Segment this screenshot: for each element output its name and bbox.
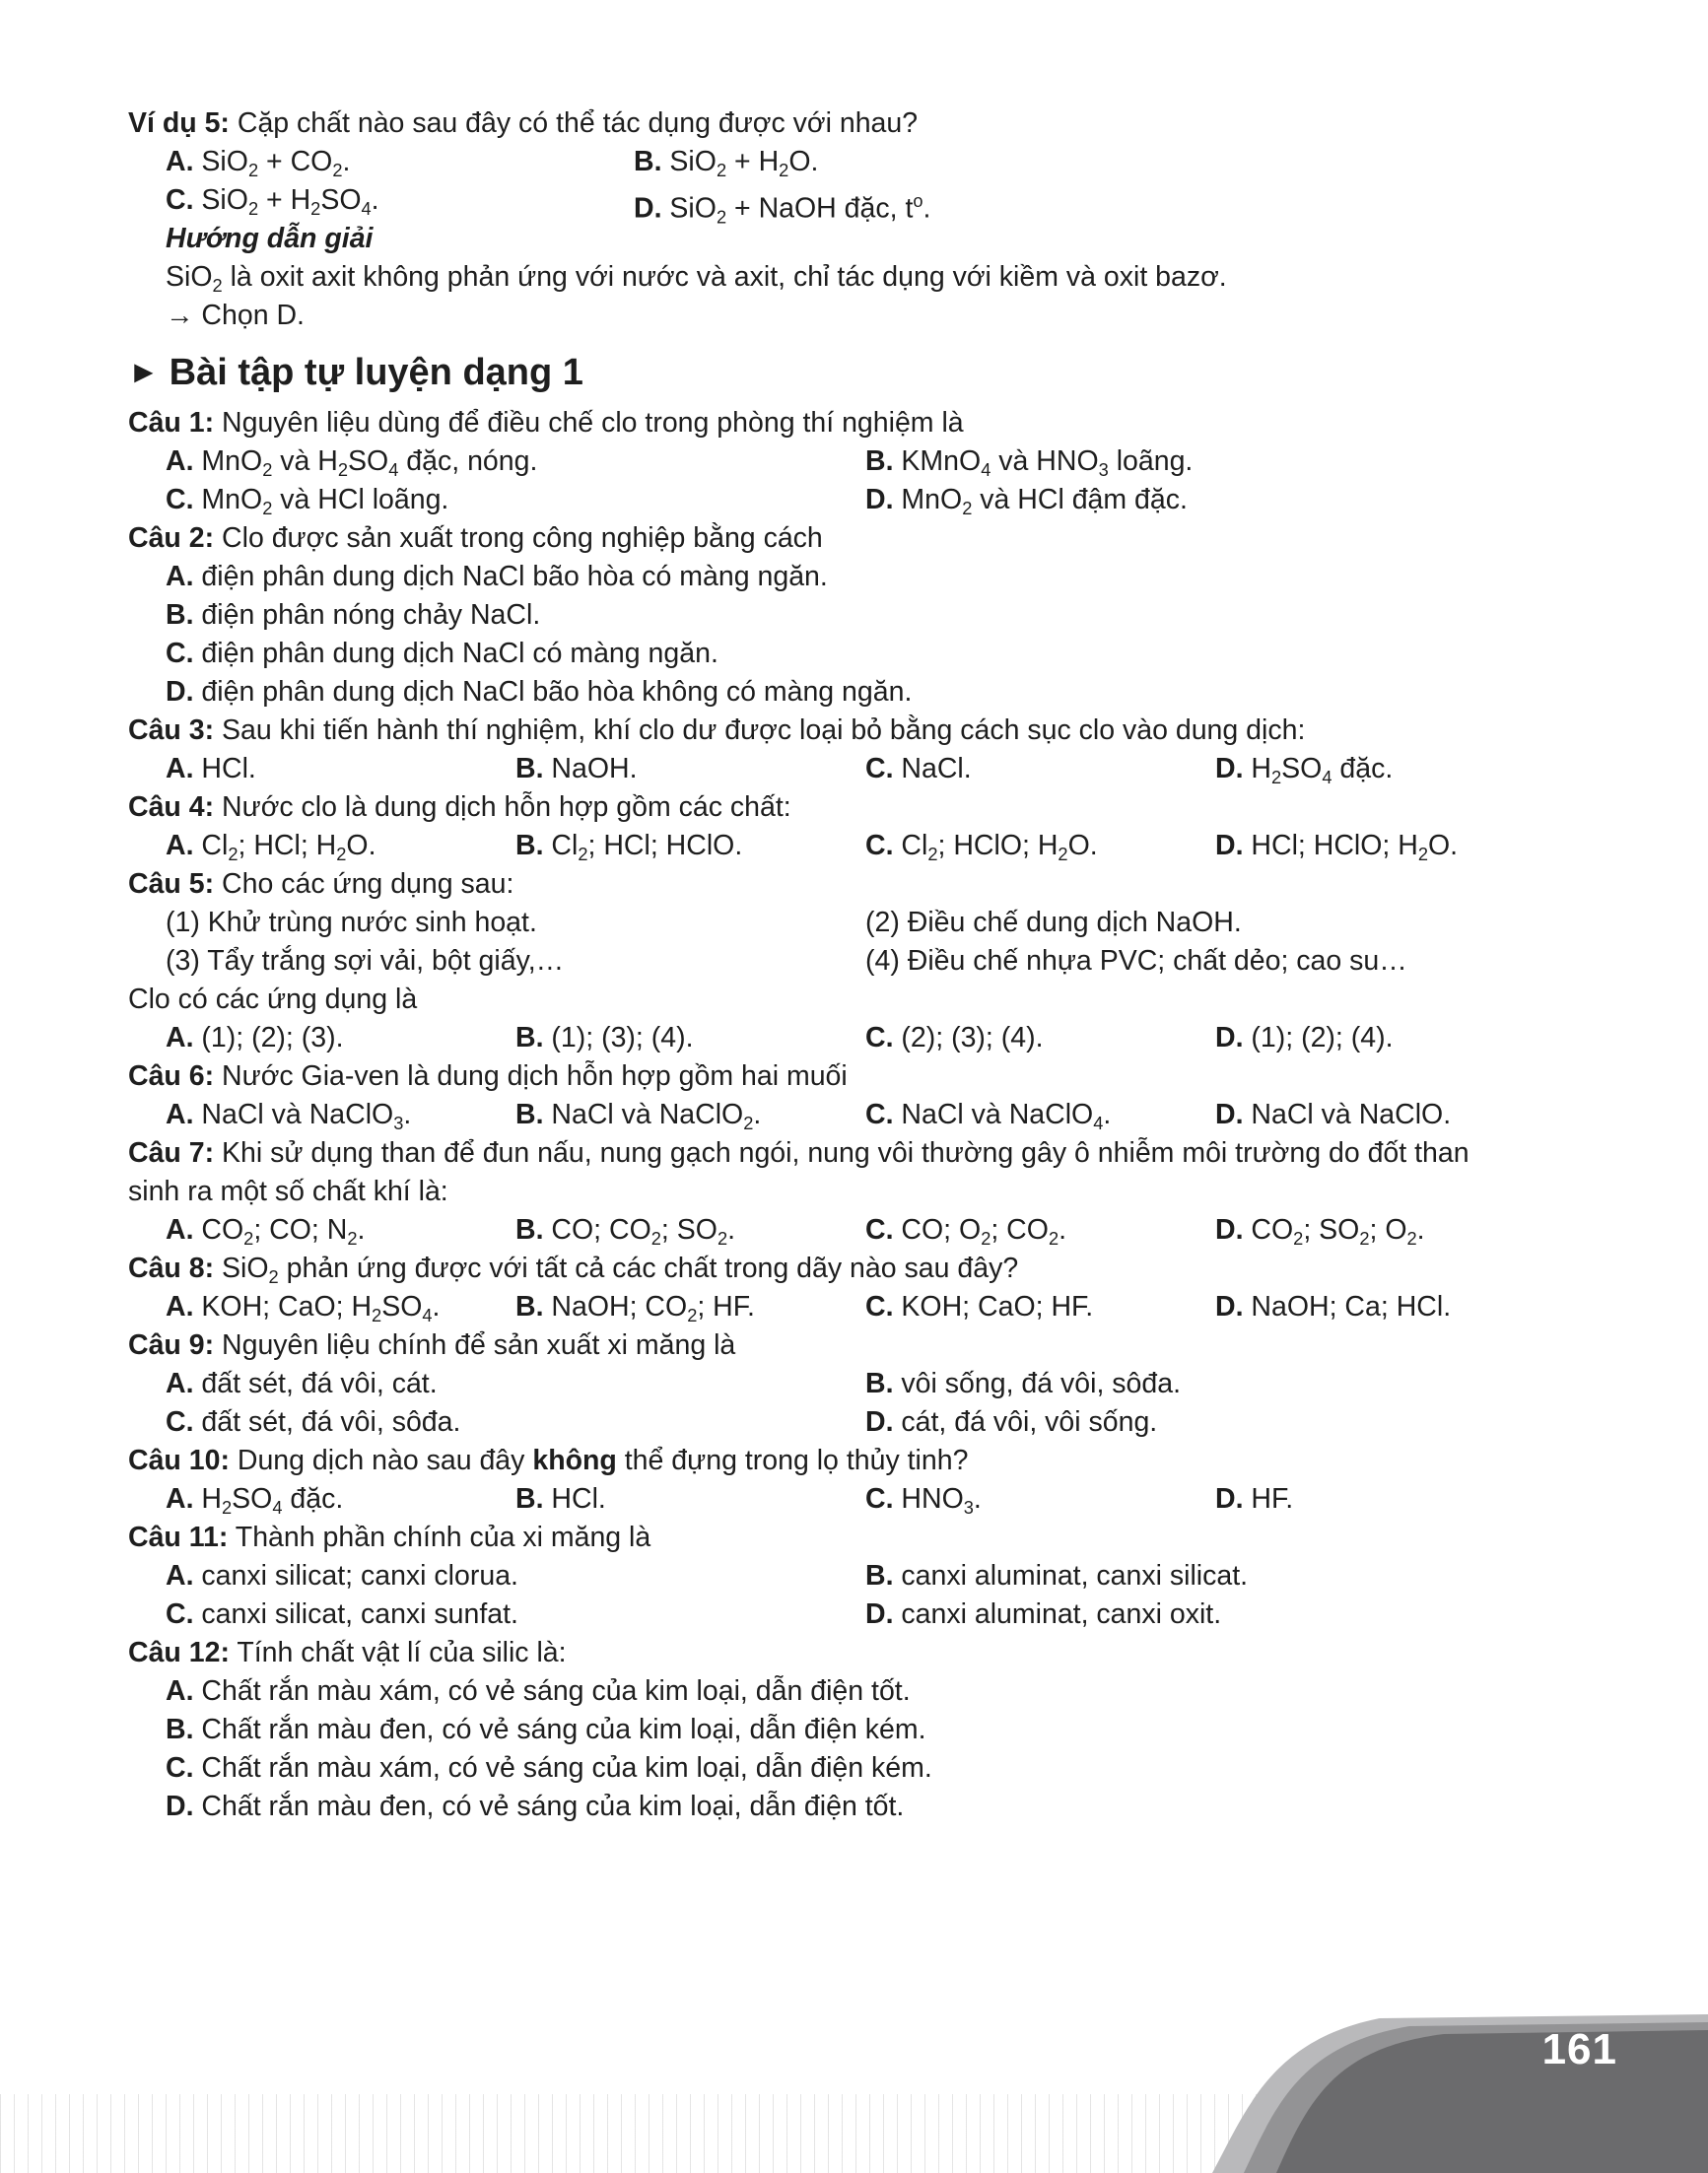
- question-stem: Câu 5: Cho các ứng dụng sau:: [128, 868, 514, 900]
- subscript: 2: [717, 1228, 728, 1249]
- subscript: 3: [393, 1113, 404, 1133]
- page-footer: [0, 2001, 1708, 2173]
- question-label: Câu 5:: [128, 868, 215, 900]
- answer-option: A. $CO_2$; CO; $N_2$.: [166, 1214, 366, 1249]
- answer-option: C. NaCl.: [865, 753, 972, 784]
- answer-option: A. Chất rắn màu xám, có vẻ sáng của kim loại, dẫn điện tốt.: [166, 1675, 911, 1707]
- answer-option: D. HF.: [1215, 1483, 1294, 1515]
- section-title: Bài tập tự luyện dạng 1: [169, 352, 583, 393]
- solution-conclusion: → Chọn D.: [166, 300, 305, 331]
- answer-option: D. $CO_2$; $SO_2$; $O_2$.: [1215, 1214, 1425, 1249]
- option-key: B.: [865, 1560, 894, 1592]
- question-label: Câu 10:: [128, 1445, 230, 1476]
- usage-item: (4) Điều chế nhựa PVC; chất dẻo; cao su…: [865, 945, 1407, 977]
- question-label: Câu 3:: [128, 714, 215, 746]
- answer-option: D. cát, đá vôi, vôi sống.: [865, 1406, 1158, 1438]
- question-label: Câu 1:: [128, 407, 215, 439]
- options-row: [128, 1749, 1606, 1788]
- question-stem: Câu 3: Sau khi tiến hành thí nghiệm, khí clo dư được loại bỏ bằng cách sục clo vào dung dịch:: [128, 714, 1306, 746]
- option-key: A.: [166, 561, 194, 592]
- answer-option: C. canxi silicat, canxi sunfat.: [166, 1598, 518, 1630]
- subscript: 4: [1093, 1113, 1104, 1133]
- option-key: C.: [166, 184, 194, 216]
- option-key: B.: [515, 1214, 544, 1246]
- subscript: 2: [716, 160, 727, 180]
- option-key: A.: [166, 1675, 194, 1707]
- option-key: B.: [515, 1099, 544, 1130]
- answer-option: B. (1); (3); (4).: [515, 1022, 694, 1053]
- answer-option: B. điện phân nóng chảy NaCl.: [166, 599, 541, 631]
- option-key: D.: [865, 1406, 894, 1438]
- option-key: D.: [865, 1598, 894, 1630]
- answer-option: D. $H_2SO_4$ đặc.: [1215, 753, 1394, 787]
- option-key: A.: [166, 830, 194, 861]
- subscript: 2: [332, 160, 343, 180]
- options-row: [128, 1788, 1606, 1826]
- option-key: D.: [1215, 1214, 1244, 1246]
- options-row: [128, 1557, 1606, 1596]
- subscript: 2: [247, 198, 259, 219]
- option-key: A.: [166, 1560, 194, 1592]
- option-key: B.: [166, 599, 194, 631]
- example-block: [128, 104, 1606, 335]
- usage-items-row: [128, 942, 1606, 981]
- footer-wave-graphic: [0, 2001, 1708, 2173]
- answer-option: C. đất sét, đá vôi, sôđa.: [166, 1406, 461, 1438]
- answer-option: A. (1); (2); (3).: [166, 1022, 344, 1053]
- subscript: 4: [422, 1305, 433, 1325]
- triangle-marker-icon: ►: [128, 354, 160, 389]
- option-key: A.: [166, 1022, 194, 1053]
- subscript: 2: [347, 1228, 358, 1249]
- option-key: C.: [166, 1406, 194, 1438]
- subscript: 2: [927, 844, 938, 864]
- subscript: 2: [743, 1113, 754, 1133]
- option-key: B.: [865, 445, 894, 477]
- option-key: C.: [166, 484, 194, 515]
- subscript: 3: [1098, 459, 1109, 480]
- answer-option: A. NaCl và NaClO$_3$.: [166, 1099, 412, 1133]
- answer-option: A. canxi silicat; canxi clorua.: [166, 1560, 518, 1592]
- question-stem: Câu 1: Nguyên liệu dùng để điều chế clo trong phòng thí nghiệm là: [128, 407, 964, 439]
- usage-item: (3) Tẩy trắng sợi vải, bột giấy,…: [166, 945, 565, 977]
- subscript: 2: [247, 160, 259, 180]
- option-key: C.: [865, 1099, 894, 1130]
- subscript: 2: [268, 1266, 279, 1287]
- subscript: 2: [1048, 1228, 1059, 1249]
- example-option: C. $SiO_2 + H_2SO_4$.: [166, 184, 379, 219]
- answer-option: A. điện phân dung dịch NaCl bão hòa có màng ngăn.: [166, 561, 828, 592]
- answer-option: B. KMnO$_4$ và $HNO_3$ loãng.: [865, 445, 1194, 480]
- answer-option: A. HCl.: [166, 753, 256, 784]
- question-stem: Câu 12: Tính chất vật lí của silic là:: [128, 1637, 567, 1668]
- answer-option: B. CO; $CO_2$; $SO_2$.: [515, 1214, 736, 1249]
- options-row: [128, 1711, 1606, 1749]
- answer-option: A. MnO$_2$ và $H_2SO_4$ đặc, nóng.: [166, 445, 538, 480]
- subscript: 4: [1322, 767, 1332, 787]
- question-label: Câu 12:: [128, 1637, 230, 1668]
- options-row: [128, 1211, 1606, 1250]
- option-key: B.: [634, 146, 662, 177]
- options-row: [128, 1672, 1606, 1711]
- subscript: 2: [981, 1228, 991, 1249]
- subscript: 4: [981, 459, 991, 480]
- answer-option: C. điện phân dung dịch NaCl có màng ngăn.: [166, 638, 718, 669]
- question-stem: Câu 9: Nguyên liệu chính để sản xuất xi măng là: [128, 1329, 736, 1361]
- answer-option: D. (1); (2); (4).: [1215, 1022, 1394, 1053]
- option-key: D.: [166, 1791, 194, 1822]
- solution-text: SiO$_2$ là oxit axit không phản ứng với nước và axit, chỉ tác dụng với kiềm và oxit bazơ.: [166, 261, 1227, 296]
- option-key: B.: [515, 1483, 544, 1515]
- option-key: D.: [1215, 830, 1244, 861]
- subscript: 2: [578, 844, 588, 864]
- answer-option: B. canxi aluminat, canxi silicat.: [865, 1560, 1249, 1592]
- question-stem: Câu 8: SiO$_2$ phản ứng được với tất cả các chất trong dãy nào sau đây?: [128, 1253, 1019, 1287]
- option-key: A.: [166, 146, 194, 177]
- question-label: Câu 7:: [128, 1137, 215, 1169]
- option-key: D.: [1215, 1483, 1244, 1515]
- answer-option: D. canxi aluminat, canxi oxit.: [865, 1598, 1222, 1630]
- subscript: 2: [650, 1228, 661, 1249]
- question-label: Câu 9:: [128, 1329, 215, 1361]
- options-row: [128, 673, 1606, 712]
- usage-item: (2) Điều chế dung dịch NaOH.: [865, 907, 1242, 938]
- options-row: [128, 442, 1606, 481]
- question-stem: Câu 10: Dung dịch nào sau đây không thể đựng trong lọ thủy tinh?: [128, 1445, 969, 1476]
- answer-option: C. (2); (3); (4).: [865, 1022, 1044, 1053]
- page-number: 161: [1541, 2025, 1617, 2073]
- answer-option: B. NaOH.: [515, 753, 638, 784]
- answer-option: B. vôi sống, đá vôi, sôđa.: [865, 1368, 1182, 1399]
- subscript: 2: [962, 498, 973, 518]
- option-key: A.: [166, 1291, 194, 1323]
- question-label: Câu 8:: [128, 1253, 215, 1284]
- answer-option: D. điện phân dung dịch NaCl bão hòa không có màng ngăn.: [166, 676, 913, 708]
- answer-option: B. HCl.: [515, 1483, 606, 1515]
- subscript: 2: [243, 1228, 254, 1249]
- option-key: A.: [166, 1214, 194, 1246]
- answer-option: D. MnO$_2$ và HCl đậm đặc.: [865, 484, 1188, 518]
- question-stem: Câu 4: Nước clo là dung dịch hỗn hợp gồm các chất:: [128, 791, 791, 823]
- options-row: [128, 1288, 1606, 1326]
- options-row: [128, 558, 1606, 596]
- question-label: Câu 6:: [128, 1060, 215, 1092]
- option-key: B.: [515, 830, 544, 861]
- subscript: 2: [716, 206, 727, 228]
- subscript: 2: [228, 844, 239, 864]
- options-row: [128, 1480, 1606, 1519]
- emphasis-text: không: [532, 1445, 617, 1476]
- usage-item: (1) Khử trùng nước sinh hoạt.: [166, 907, 537, 938]
- answer-option: C. $Cl_2$; HClO; $H_2O$.: [865, 830, 1098, 864]
- subscript: 2: [1417, 844, 1428, 864]
- question-stem: Câu 11: Thành phần chính của xi măng là: [128, 1522, 651, 1553]
- option-key: C.: [865, 830, 894, 861]
- guide-title: Hướng dẫn giải: [166, 223, 374, 254]
- options-row: [128, 1019, 1606, 1057]
- subscript: 2: [1058, 844, 1068, 864]
- options-row: [128, 635, 1606, 673]
- answer-option: A. KOH; CaO; $H_2SO_4$.: [166, 1291, 441, 1325]
- subscript: 4: [361, 198, 372, 219]
- options-row: [128, 596, 1606, 635]
- subscript: 2: [337, 459, 349, 480]
- options-row: [128, 750, 1606, 788]
- option-key: B.: [865, 1368, 894, 1399]
- option-key: B.: [515, 1291, 544, 1323]
- option-key: A.: [166, 753, 194, 784]
- question-stem-continued: sinh ra một số chất khí là:: [128, 1176, 448, 1207]
- answer-option: C. MnO$_2$ và HCl loãng.: [166, 484, 449, 518]
- answer-option: C. CO; $O_2$; $CO_2$.: [865, 1214, 1067, 1249]
- example-options-row: [128, 143, 1606, 181]
- page-content: [128, 104, 1606, 1826]
- subscript: 2: [1359, 1228, 1370, 1249]
- answer-option: B. $Cl_2$; HCl; HClO.: [515, 830, 743, 864]
- option-key: C.: [865, 1291, 894, 1323]
- example-options-row: [128, 181, 1606, 228]
- question-stem: Câu 2: Clo được sản xuất trong công nghiệp bằng cách: [128, 522, 823, 554]
- answer-option: C. $HNO_3$.: [865, 1483, 982, 1518]
- option-key: C.: [865, 1022, 894, 1053]
- options-row: [128, 481, 1606, 519]
- question-label: Câu 11:: [128, 1522, 229, 1553]
- options-row: [128, 1365, 1606, 1403]
- question-label: Câu 4:: [128, 791, 215, 823]
- option-key: D.: [1215, 1099, 1244, 1130]
- option-key: C.: [166, 1598, 194, 1630]
- option-key: D.: [1215, 753, 1244, 784]
- option-key: C.: [166, 638, 194, 669]
- answer-option: D. Chất rắn màu đen, có vẻ sáng của kim loại, dẫn điện tốt.: [166, 1791, 905, 1822]
- subscript: 4: [272, 1497, 283, 1518]
- answer-option: B. Chất rắn màu đen, có vẻ sáng của kim loại, dẫn điện kém.: [166, 1714, 926, 1745]
- answer-option: C. Chất rắn màu xám, có vẻ sáng của kim loại, dẫn điện kém.: [166, 1752, 932, 1784]
- subscript: 2: [262, 459, 273, 480]
- subscript: 2: [687, 1305, 698, 1325]
- question-stem: Câu 7: Khi sử dụng than để đun nấu, nung gạch ngói, nung vôi thường gây ô nhiễm môi trường do đốt than: [128, 1137, 1469, 1169]
- subscript: 2: [1406, 1228, 1417, 1249]
- answer-option: D. HCl; HClO; $H_2O$.: [1215, 830, 1459, 864]
- subscript: 2: [336, 844, 347, 864]
- superscript: o: [913, 190, 923, 211]
- option-key: A.: [166, 1099, 194, 1130]
- question-sub-stem: Clo có các ứng dụng là: [128, 984, 418, 1015]
- option-key: D.: [166, 676, 194, 708]
- option-key: B.: [166, 1714, 194, 1745]
- answer-option: D. NaOH; Ca; HCl.: [1215, 1291, 1452, 1323]
- options-row: [128, 1096, 1606, 1134]
- option-key: C.: [865, 1483, 894, 1515]
- option-key: B.: [515, 753, 544, 784]
- options-row: [128, 1403, 1606, 1442]
- answer-option: A. $H_2SO_4$ đặc.: [166, 1483, 344, 1518]
- usage-items-row: [128, 904, 1606, 942]
- example-label: Ví dụ 5:: [128, 107, 230, 139]
- example-option: A. $SiO_2 + CO_2$.: [166, 146, 351, 180]
- option-key: D.: [865, 484, 894, 515]
- options-row: [128, 827, 1606, 865]
- question-list: [128, 404, 1606, 1826]
- option-key: D.: [1215, 1291, 1244, 1323]
- subscript: 2: [212, 275, 223, 296]
- option-key: C.: [865, 1214, 894, 1246]
- subscript: 2: [262, 498, 273, 518]
- section-heading: [128, 335, 1606, 400]
- option-key: A.: [166, 445, 194, 477]
- subscript: 4: [388, 459, 399, 480]
- answer-option: A. $Cl_2$; HCl; $H_2O$.: [166, 830, 376, 864]
- subscript: 2: [222, 1497, 233, 1518]
- example-option: B. $SiO_2 + H_2O$.: [634, 146, 819, 180]
- subscript: 2: [1293, 1228, 1304, 1249]
- subscript: 2: [372, 1305, 382, 1325]
- question-stem: Câu 6: Nước Gia-ven là dung dịch hỗn hợp gồm hai muối: [128, 1060, 848, 1092]
- option-key: C.: [166, 1752, 194, 1784]
- subscript: 2: [310, 198, 321, 219]
- option-key: A.: [166, 1483, 194, 1515]
- answer-option: C. NaCl và NaClO$_4$.: [865, 1099, 1112, 1133]
- option-key: D.: [1215, 1022, 1244, 1053]
- subscript: 2: [779, 160, 789, 180]
- options-row: [128, 1596, 1606, 1634]
- answer-option: A. đất sét, đá vôi, cát.: [166, 1368, 438, 1399]
- option-key: A.: [166, 1368, 194, 1399]
- subscript: 3: [963, 1497, 974, 1518]
- option-key: D.: [634, 192, 662, 225]
- example-question: Ví dụ 5: Cặp chất nào sau đây có thể tác dụng được với nhau?: [128, 107, 919, 139]
- answer-option: B. NaOH; $CO_2$; HF.: [515, 1291, 755, 1325]
- question-label: Câu 2:: [128, 522, 215, 554]
- option-key: C.: [865, 753, 894, 784]
- answer-option: B. NaCl và NaClO$_2$.: [515, 1099, 762, 1133]
- subscript: 2: [1271, 767, 1282, 787]
- answer-option: C. KOH; CaO; HF.: [865, 1291, 1094, 1323]
- answer-option: D. NaCl và NaClO.: [1215, 1099, 1452, 1130]
- option-key: B.: [515, 1022, 544, 1053]
- example-option: D. SiO$_2$ + NaOH đặc, $t^o$.: [634, 190, 931, 228]
